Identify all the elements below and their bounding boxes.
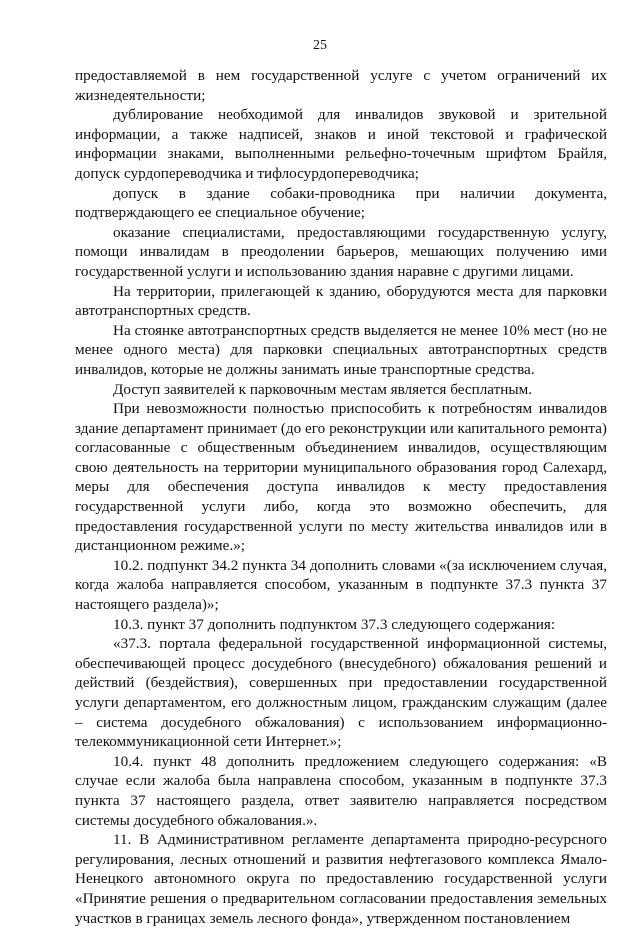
paragraph-6: На стоянке автотранспортных средств выделяется не менее 10% мест (но не менее одного места) для парковки специальных автотранспортных средств инвалидов, которые не должны занимать иные транспортные средства. [75, 321, 607, 378]
paragraph-11: «37.3. портала федеральной государственной информационной системы, обеспечивающей процесс досудебного (внесудебного) обжалования решений и действий (бездействия), совершенных при предоставлении государственной услуги департаментом, его должностным лицом, гражданским служащим (далее – система досудебного обжалования) с использованием информационно-телекоммуникационной сети Интернет.»; [75, 635, 607, 751]
paragraph-13: 11. В Административном регламенте департамента природно-ресурсного регулирования, лесных отношений и развития нефтегазового комплекса Ямало-Ненецкого автономного округа по предоставлению государственной услуги «Принятие решения о предварительном согласовании предоставления земельных участков в границах земель лесного фонда», утвержденном постановлением [75, 831, 607, 927]
paragraph-5: На территории, прилегающей к зданию, оборудуются места для парковки автотранспортных средств. [75, 282, 607, 320]
paragraph-2: дублирование необходимой для инвалидов звуковой и зрительной информации, а также надписей, знаков и иной текстовой и графической информации знаками, выполненными рельефно-точечным шрифтом Брайля, допуск сурдопереводчика и тифлосурдопереводчика; [75, 106, 607, 182]
paragraph-1: предоставляемой в нем государственной услуге с учетом ограничений их жизнедеятельности; [75, 67, 607, 104]
paragraph-12: 10.4. пункт 48 дополнить предложением следующего содержания: «В случае если жалоба была направлена способом, указанным в подпункте 37.3 пункта 37 настоящего раздела, ответ заявителю направляется посредством системы досудебного обжалования.». [75, 752, 607, 829]
paragraph-9: 10.2. подпункт 34.2 пункта 34 дополнить словами «(за исключением случая, когда жалоба направляется способом, указанным в подпункте 37.3 пункта 37 настоящего раздела)»; [75, 556, 607, 614]
document-body [75, 66, 607, 928]
page-number: 25 [313, 38, 327, 53]
paragraph-10: 10.3. пункт 37 дополнить подпунктом 37.3 следующего содержания: [113, 615, 556, 633]
paragraph-3: допуск в здание собаки-проводника при наличии документа, подтверждающего ее специальное обучение; [75, 184, 607, 222]
paragraph-8: При невозможности полностью приспособить к потребностям инвалидов здание департамент принимает (до его реконструкции или капитального ремонта) согласованные с общественным объединением инвалидов, осуществляющим свою деятельность на территории муниципального образования город Салехард, меры для обеспечения доступа инвалидов к месту предоставления государственной услуги либо, когда это возможно обеспечить, для предоставления государственной услуги по месту жительства инвалидов или в дистанционном режиме.»; [75, 400, 607, 555]
paragraph-7: Доступ заявителей к парковочным местам является бесплатным. [113, 380, 533, 398]
paragraph-4: оказание специалистами, предоставляющими государственную услугу, помощи инвалидам в преодолении барьеров, мешающих получению ими государственной услуги и использованию здания наравне с другими лицами. [75, 223, 607, 280]
